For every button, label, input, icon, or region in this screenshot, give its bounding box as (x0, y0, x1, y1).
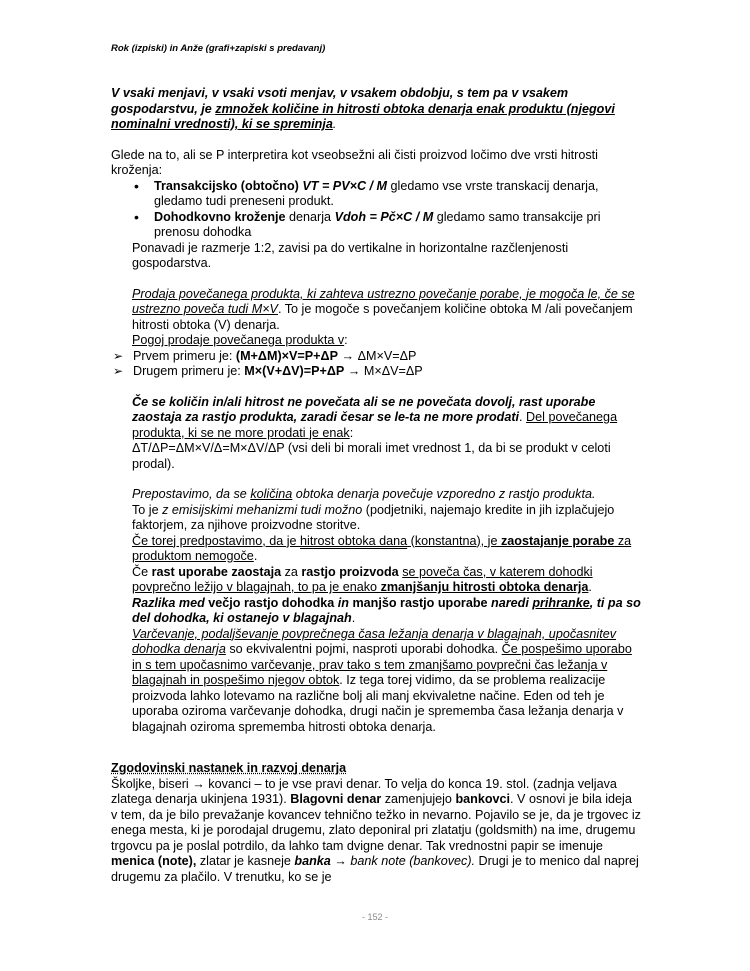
text-run: Prepostavimo, da se (132, 487, 251, 501)
text-run: Varčevanje, podaljševanje povprečnega časa ležanja denarja v blagajnah, upočasnitev dohodka denarja (132, 626, 617, 656)
text-run: hitrost obtoka dana (300, 533, 408, 548)
formula-line: ΔT/ΔP=ΔM×V/Δ=M×ΔV/ΔP (vsi deli bi morali imet vrednost 1, da bi se produkt v celoti prodal). (132, 441, 611, 471)
text-run: To je (132, 502, 163, 517)
page-number: - 152 - (361, 912, 388, 922)
text-run: zmnožek količine in hitrosti obtoka denarja enak produktu (njegovi nominalni vrednosti), ki se spreminja (111, 101, 615, 131)
text-run: količina (250, 487, 293, 501)
text-run: Del povečanega produkta, ki se ne more prodati je enak (132, 410, 618, 440)
text-run: Če pospešimo uporabo in s tem upočasnimo varčevanje, prav tako s tem zmanjšamo povprečni čas ležanja v blagajnah in pospešimo njegov obtok (132, 642, 632, 687)
paragraph-definition (111, 86, 641, 133)
text-run: prihranke (532, 595, 590, 610)
text-run: Drugem primeru je: (133, 364, 245, 378)
text-run: . (332, 117, 337, 131)
text-run: bank note (bankovec). (350, 854, 476, 868)
text-run: gledamo vse vrste transkacij denarja, gledamo tudi preneseni produkt. (154, 178, 599, 208)
formula: VT = PV×C / M (302, 178, 388, 193)
text-run: , ti pa so del dohodka, ki ostanejo v blagajnah (132, 595, 641, 625)
list-item (132, 179, 641, 210)
formula: Vdoh = Pč×C / M (334, 209, 434, 224)
list-item (111, 364, 641, 380)
page-header: Rok (izpiski) in Anže (grafi+zapiski s predavanj) (111, 43, 326, 54)
paragraph-velocity-intro: Glede na to, ali se P interpretira kot vseobsežni ali čisti proizvod ločimo dve vrsti hitrosti kroženja: (111, 147, 598, 177)
text-run: zaostajanje porabe (500, 533, 615, 548)
text-run: večjo rastjo dohodka (204, 595, 338, 610)
arrow-icon: → (337, 348, 358, 363)
velocity-types-list (111, 179, 641, 241)
text-run: za (281, 564, 302, 579)
cases-list (111, 349, 641, 380)
text-run: banka (294, 854, 331, 868)
text-run: V vsaki menjavi, v vsaki vsoti menjav, v vsakem obdobju, s tem pa v vsakem gospodarstvu, je (111, 86, 569, 116)
text-run: : (344, 333, 348, 347)
arrow-icon: → (330, 854, 351, 868)
text-run: denarja (285, 209, 335, 224)
text-run: manjšo rastjo uporabe (348, 595, 492, 610)
text-run: menica (note), (111, 854, 197, 868)
formula: M×(V+ΔV)=P+ΔP (244, 364, 345, 378)
text-run: bankovci (455, 792, 511, 806)
block-money-quantity (111, 487, 641, 735)
text-run: Razlika med (132, 595, 205, 610)
text-run: . Iz tega torej vidimo, da se problema realizacije proizvoda lahko lotevamo na različne bolj ali manj ekvivaletne načine. Eden od teh je uporaba oziroma varčevanje dohodka, drugi način je sprememba časa ležanja denarja v blagajnah oziroma sprememba hitrosti obtoka denarja. (132, 673, 624, 734)
list-item (132, 210, 641, 241)
arrow-icon: → (192, 776, 205, 791)
text-run: zlatar je kasneje (196, 854, 295, 868)
text-run: se poveča čas, v katerem dohodki povprečno ležijo v blagajnah, to pa je enako (132, 564, 593, 594)
text-run: zmanjšanju hitrosti obtoka denarja (380, 580, 589, 594)
text-run: . (588, 580, 592, 594)
text-run: Prodaja povečanega produkta, ki zahteva ustrezno povečanje porabe, je mogoča le, če se ustrezno poveča tudi M×V (132, 286, 635, 316)
text-run: rast uporabe zaostaja (151, 564, 282, 579)
text-run: . To je mogoče s povečanjem količine obtoka M /ali povečanjem hitrosti obtoka (V) denarja. (132, 302, 633, 332)
formula: (M+ΔM)×V=P+ΔP (235, 348, 338, 363)
text-run: kovanci – to je vse pravi denar. To velja do konca 19. stol. (zadnja veljava zlatega denarja ukinjena 1931). (111, 776, 617, 806)
text-run: gledamo samo transakcije pri prenosu dohodka (154, 209, 601, 239)
text-run: Če torej predpostavimo, da je (132, 533, 301, 548)
text-run: . (253, 549, 258, 563)
text-run: za produktom nemogoče (132, 533, 632, 563)
text-run: rastjo proizvoda (301, 564, 399, 579)
text-run: (konstantna), je (407, 533, 501, 548)
text-run: zamenjujejo (381, 792, 456, 806)
text-run: naredi (491, 595, 533, 610)
text-run: . V osnovi je bila ideja v tem, da je bilo prevažanje kovancev tehnično težko in nevarno. Pojavilo se je, da je trgovec iz enega mesta, ki je porodajal drugemu, zlato deponiral pri zlatatju (goldsmith) na ime, drugemu trgovcu pa je poslal potrdilo, da lahko tam dvigne denar. Tak vrednostni papir se imenuje (111, 792, 641, 853)
paragraph-history (111, 777, 641, 886)
text-run: Školjke, biseri (111, 776, 193, 791)
arrow-icon: → (344, 364, 364, 378)
text-run: Če (132, 564, 152, 579)
text-run: obtoka denarja povečuje vzporedno z rastjo produkta. (292, 487, 596, 501)
text-run: so ekvivalentni pojmi, nasproti uporabi dohodka. (225, 642, 502, 656)
text-run: z emisijskimi mehanizmi tudi možno (162, 502, 363, 517)
formula: ΔM×V=ΔP (357, 348, 417, 363)
text-run: Dohodkovno kroženje (154, 209, 286, 224)
block-unsold-product (111, 395, 641, 473)
text-run: (podjetniki, najemajo kredite in jih izplačujejo faktorjem, za njihove proizvodne storitve. (132, 502, 615, 532)
text-run: Pogoj prodaje povečanega produkta v (132, 333, 345, 347)
text-run: Če se količin in/ali hitrost ne povečata ali se ne povečata dovolj, rast uporabe zaostaja za rastjo produkta, zaradi česar se le-ta ne more prodati (132, 394, 596, 424)
text-run: Blagovni denar (290, 792, 382, 806)
text-run: . (351, 611, 356, 625)
text-run: Prvem primeru je: (133, 348, 236, 363)
text-run: in (337, 595, 349, 610)
block-sale-condition (111, 287, 641, 349)
text-run: Drugi je to menico dal naprej drugemu za plačilo. V trenutku, ko se je (111, 854, 639, 884)
list-item (111, 349, 641, 365)
page-content (111, 86, 641, 885)
text-run: Transakcijsko (obtočno) (154, 178, 303, 193)
formula: M×ΔV=ΔP (363, 364, 423, 378)
section-heading: Zgodovinski nastanek in razvoj denarja (111, 761, 347, 775)
text-run: . (519, 410, 527, 424)
text-run: : (349, 425, 354, 440)
paragraph-ratio: Ponavadi je razmerje 1:2, zavisi pa do vertikalne in horizontalne razčlenjenosti gospodarstva. (132, 240, 569, 270)
